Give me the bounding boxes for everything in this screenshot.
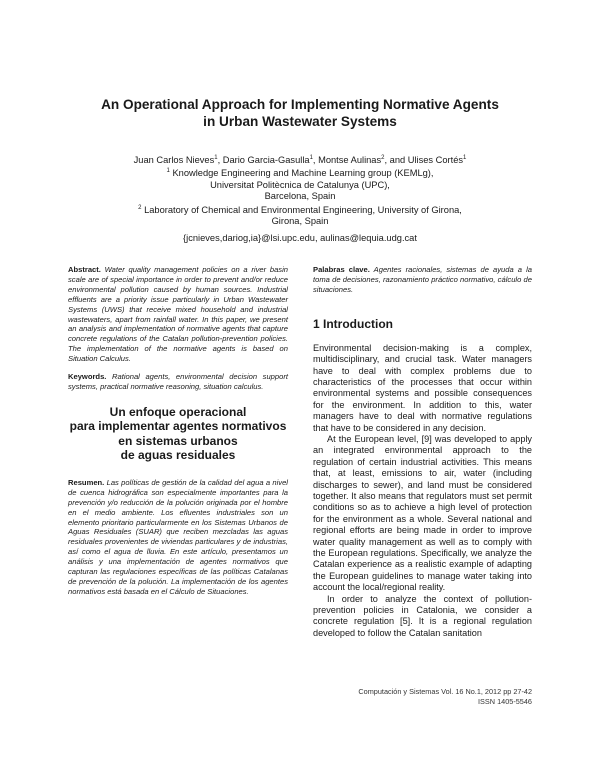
abstract xyxy=(68,265,288,364)
title-line-2: in Urban Wastewater Systems xyxy=(203,114,397,129)
section-heading: 1 Introduction xyxy=(313,316,393,331)
palabras-label: Palabras clave. xyxy=(313,265,370,274)
keywords xyxy=(68,372,288,392)
intro-paragraph-2: At the European level, [9] was developed to apply an integrated environmental approach to the regulation of certain industrial activities. This means that, at least, emissions to air, water (including discharges to sewer), and land must be considered together. It also means that regulators must set permit conditions so as to achieve a high level of protection for the environment as a whole. Several national and regional efforts are being made in order to improve water quality management as well as to comply with the European regulations. Specifically, we analyze the Catalan experience as a realistic example of adapting the European guidelines to manage water taking into account the local/regional reality. xyxy=(313,433,532,593)
resumen-label: Resumen. xyxy=(68,477,105,487)
affiliation-text: Barcelona, Spain xyxy=(264,191,336,202)
resumen-text: Las políticas de gestión de la calidad del agua a nivel de cuenca hidrográfica son especialmente importantes para la prevención y/o reducción de la polución originada por el hombre en el medio ambiente. Los efluentes industriales son un elemento prioritario particularmente en los Sistemas Urbanos de Aguas Residuales (SUAR) que reciben mezcladas las aguas residuales provenientes de viviendas particulares y de industrias, así como el agua de lluvia. En este artículo, presentamos un análisis y una implementación de agentes normativos que capturan las regulaciones específicas de las políticas Catalanas de prevención de la polución. La implementación de los agentes normativos está basada en el Cálculo de Situaciones. xyxy=(68,477,288,596)
affiliation-text: Laboratory of Chemical and Environmental Engineering, University of Girona, xyxy=(144,204,462,215)
paper-title xyxy=(40,96,560,130)
issn: ISSN 1405-5546 xyxy=(478,697,532,706)
affiliation-text: Universitat Politècnica de Catalunya (UPC), xyxy=(210,179,390,190)
keywords-label: Keywords. xyxy=(68,372,107,382)
affiliation-text: Knowledge Engineering and Machine Learning group (KEMLg), xyxy=(172,168,434,179)
intro-paragraph-3: In order to analyze the context of pollution-prevention policies in Catalonia, we consider a concrete regulation [5]. It is a regional regulation developed to follow the Catalan sanitation xyxy=(313,593,532,638)
spanish-title: Un enfoque operacional para implementar agentes normativos en sistemas urbanos de aguas residuales xyxy=(69,404,287,463)
abstract-text: Water quality management policies on a river basin scale are of special importance in order to prevent and/or reduce environmental pollution caused by human sources. Industrial effluents are a priority issue particularly in Urban Wastewater Systems (UWS) that receive mixed household and industrial wastewaters, apart from rainfall water. In this paper, we present an analysis and implementation of normative agents that capture concrete regulations of the Catalan pollution-prevention policies. The implementation of the normative agents is based on Situation Calculus. xyxy=(68,265,288,364)
resumen xyxy=(68,478,288,597)
affiliations: $^1$ Knowledge Engineering and Machine Learning group (KEMLg), Universitat Politècnica de Catalunya (UPC), Barcelona, Spain $^2$ Laboratory of Chemical and Environmental Engineering, University of Girona, Girona, Spain xyxy=(90,166,510,228)
abstract-label: Abstract. xyxy=(68,265,101,274)
palabras-clave xyxy=(313,265,532,295)
palabras-text: Agentes racionales, sistemas de ayuda a la toma de decisiones, razonamiento práctico normativo, cálculo de situaciones. xyxy=(313,265,532,294)
author-emails: {jcnieves,dariog,ia}@lsi.upc.edu, aulinas@lequia.udg.cat xyxy=(183,233,417,243)
journal-footer xyxy=(358,687,532,707)
right-column xyxy=(313,265,532,639)
author-list: Juan Carlos Nieves$^1$, Dario Garcia-Gasulla$^1$, Montse Aulinas$^2$, and Ulises Cortés$^1$ xyxy=(133,155,467,166)
intro-paragraph-1: Environmental decision-making is a complex, multidisciplinary, and crucial task. Water managers have to deal with complex problems due to characteristics of the processes that occur within environmental systems and possible consequences for the environment. In addition to this, water managers have to deal with normative regulations that have to be considered in any decision. xyxy=(313,342,532,433)
title-line-1: An Operational Approach for Implementing Normative Agents xyxy=(101,97,499,112)
author-name: Juan Carlos Nieves xyxy=(133,155,215,166)
affiliation-text: Girona, Spain xyxy=(271,216,329,227)
journal-citation: Computación y Sistemas Vol. 16 No.1, 2012 pp 27-42 xyxy=(358,687,532,696)
keywords-text: Rational agents, environmental decision support systems, practical normative reasoning, situation calculus. xyxy=(68,372,288,391)
left-column xyxy=(68,265,288,605)
author-name: Ulises Cortés xyxy=(407,155,464,166)
author-name: Dario Garcia-Gasulla xyxy=(222,155,310,166)
author-name: Montse Aulinas xyxy=(318,155,382,166)
